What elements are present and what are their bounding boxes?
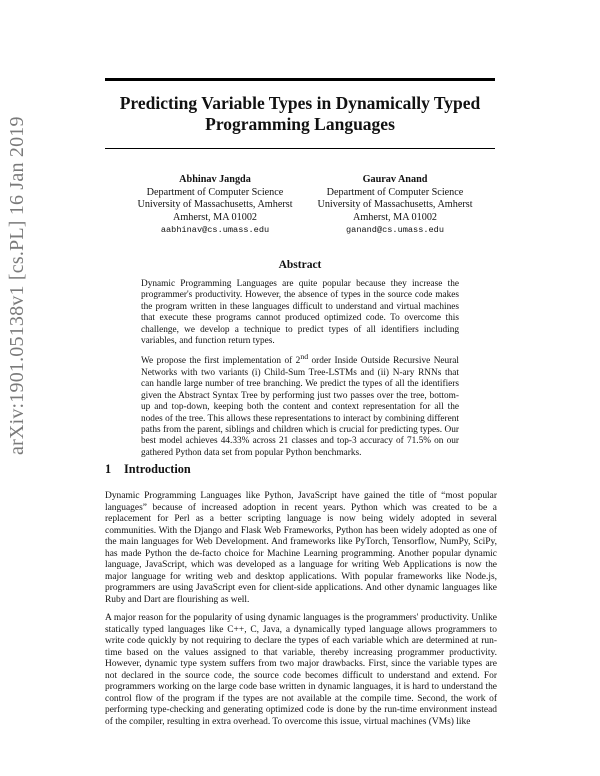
abstract-paragraph-2 [141,351,459,459]
introduction-body [105,491,497,735]
author-email: aabhinav@cs.umass.edu [160,225,270,235]
title-bottom-rule [105,148,495,149]
author-city: Amherst, MA 01002 [172,211,258,223]
author-block-1 [120,174,310,237]
author-department: Department of Computer Science [326,186,464,198]
author-email: ganand@cs.umass.edu [346,225,444,235]
author-name: Abhinav Jangda [179,174,251,185]
abstract-paragraph-1: Dynamic Programming Languages are quite popular because they increase the programmer's productivity. However, the absence of types in the source code makes the program written in these languages difficult to understand and virtual machines that execute these programs cannot produced optimized code. To overcome this challenge, we develop a technique to predict types of all identifiers including variables, and function return types. [141,279,459,347]
author-university: University of Massachusetts, Amherst [317,199,473,210]
title-line-1: Predicting Variable Types in Dynamically Typed [119,93,481,113]
author-department: Department of Computer Science [146,186,284,198]
author-block-2 [300,174,490,237]
section-title: Introduction [124,462,191,476]
arxiv-identifier: arXiv:1901.05138v1 [cs.PL] 16 Jan 2019 [6,116,28,455]
title-top-rule [105,78,495,81]
abstract-p2-rest: order Inside Outside Recursive Neural Networks with two variants (i) Child-Sum Tree-LSTMs and (ii) N-ary RNNs that can handle large number of tree branching. We predict the types of all the identifiers given the Abstract Syntax Tree by performing just two passes over the tree, bottom-up and top-down, keeping both the content and context representation for all the nodes of the tree. This allows these representations to interact by combining different paths from the parent, siblings and children which is crucial for predicting types. Our best model achieves 44.33% across 21 classes and top-3 accuracy of 71.5% on our gathered Python data set from popular Python benchmarks. [141,356,459,458]
title-line-2: Programming Languages [205,114,395,134]
section-number: 1 [105,462,112,476]
abstract-p2-lead: We propose the first implementation of 2 [141,356,301,367]
author-city: Amherst, MA 01002 [352,211,438,223]
intro-paragraph-2: A major reason for the popularity of using dynamic languages is the programmers' productivity. Unlike statically typed languages like C++, C, Java, a dynamically typed language allows programmers to write code quickly by not requiring to declare the types of each variable which are determined at run-time based on the values assigned to that variable, thereby increasing programmer productivity. However, dynamic type system suffers from two major drawbacks. First, since the variable types are not declared in the source code, the source code becomes difficult to understand and extend. For programmers working on the large code base written in dynamic languages, it is hard to understand the control flow of the program if the types are not available at the compile time. Second, the work of performing type-checking and generating optimized code is done by the run-time environment instead of the compiler, resulting in extra overhead. To overcome this issue, virtual machines (VMs) like [105,613,497,727]
abstract-body [141,279,459,463]
abstract-heading: Abstract [278,259,322,271]
intro-paragraph-1: Dynamic Programming Languages like Python, JavaScript have gained the title of “most popular languages” because of increased adoption in recent years. Python which was created to be a replacement for Perl as a better scripting language is now being widely adopted in several communities. With the Django and Flask Web Frameworks, Python has been widely adopted as one of the main languages for Web Development. And frameworks like PyTorch, Tensorflow, NumPy, SciPy, has made Python the de-facto choice for Machine Learning programming. Another popular dynamic language, JavaScript, which was developed as a language for writing Web Applications is now the major language for writing web and desktop applications. With popular frameworks like Node.js, programmers are using JavaScript even for client-side applications. And other dynamic languages like Ruby and Dart are flourishing as well. [105,491,497,605]
paper-title [105,93,495,135]
section-heading-introduction [105,462,191,477]
ordinal-superscript: nd [300,352,309,362]
author-university: University of Massachusetts, Amherst [137,199,293,210]
author-name: Gaurav Anand [362,174,428,185]
